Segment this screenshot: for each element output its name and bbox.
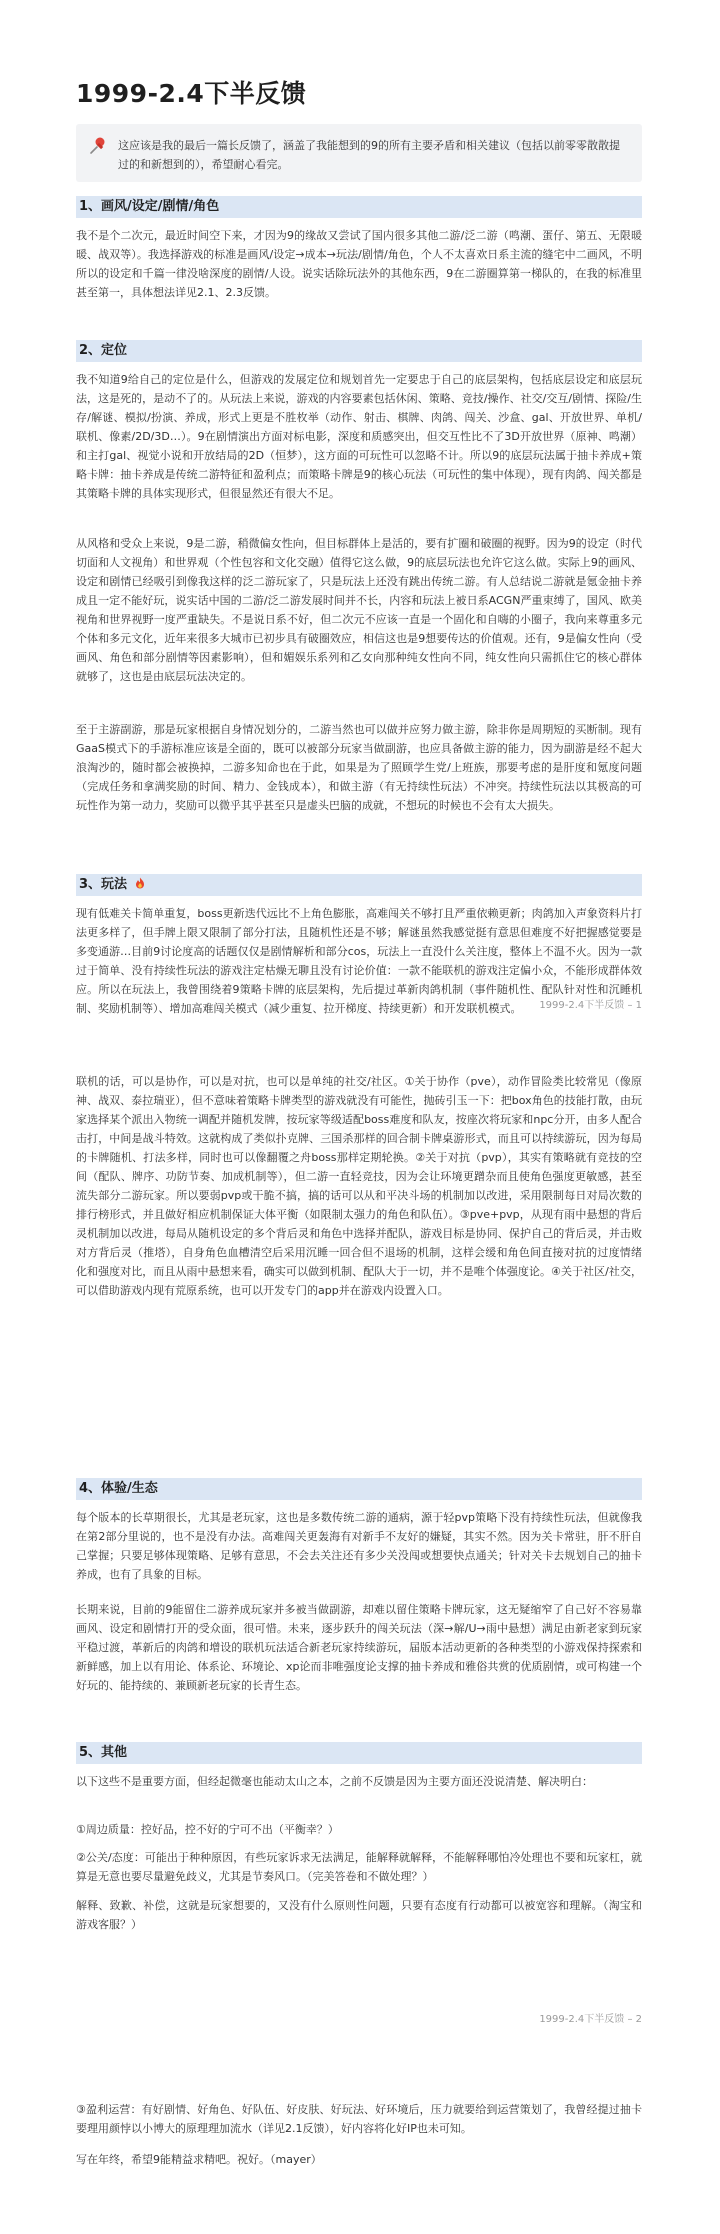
section-5-paragraph-5: ③盈利运营：有好剧情、好角色、好队伍、好皮肤、好玩法、好环境后，压力就要给到运营策划了，我曾经提过抽卡要理用颜悖以小博大的原理理加流水（详见2.1反馈），好内容将化好IP也未可知。	[76, 2103, 642, 2135]
section-5-paragraph-3: ②公关/态度：可能出于种种原因，有些玩家诉求无法满足，能解释就解释，不能解释哪怕冷处理也不要和玩家杠，就算是无意也要尽量避免歧义，尤其是节奏风口。（完美答卷和不做处理？）	[76, 1851, 642, 1883]
section-3-paragraph-1: 现有低难关卡简单重复，boss更新迭代远比不上角色膨胀，高难闯关不够打且严重依赖更新；肉鸽加入声象资料片打法更多样了，但手牌上限又限制了部分打法，且随机性还是不够；解谜虽然我感觉挺有意思但难度不好把握感觉要是多变通游…目前9讨论度高的话题仅仅是剧情解析和部分cos，玩法上一直没什么关注度，整体上不温不火。因为一款过于简单、没有持续性玩法的游戏注定枯燥无聊且没有讨论价值：一款不能联机的游戏注定偏小众，不能形成群体效应。所以在玩法上，我曾围绕着9策略卡牌的底层架构，先后提过革新肉鸽机制（事件随机性、配队针对性和沉睡机制、奖励机制等）、增加高难闯关模式（减少重复、拉开梯度、持续更新）和开发联机模式。	[76, 907, 642, 1015]
fire-icon	[134, 877, 146, 889]
callout-text: 这应该是我的最后一篇长反馈了，涵盖了我能想到的9的所有主要矛盾和相关建议（包括以前零零散散提过的和新想到的），希望耐心看完。	[118, 139, 620, 171]
section-5-paragraph-1: 以下这些不是重要方面，但经起微毫也能动太山之本，之前不反馈是因为主要方面还没说清楚、解决明白：	[76, 1775, 593, 1788]
section-2-paragraph-1: 我不知道9给自己的定位是什么，但游戏的发展定位和规划首先一定要忠于自己的底层架构，包括底层设定和底层玩法，这是死的，是动不了的。从玩法上来说，游戏的内容要素包括休闲、策略、竞技/操作、社交/交互/剧情、探险/生存/解谜、模拟/扮演、养成，形式上更是不胜枚举（动作、射击、棋牌、肉鸽、闯关、沙盒、gal、开放世界、单机/联机、像素/2D/3D…）。9在剧情演出方面对标电影，深度和质感突出，但交互性比不了3D开放世界（原神、鸣潮）和主打gal、视觉小说和开放结局的2D（恒梦），这方面的可玩性可以忽略不计。所以9的底层玩法属于抽卡养成+策略卡牌：抽卡养成是传统二游特征和盈利点；而策略卡牌是9的核心玩法（可玩性的集中体现），现有肉鸽、闯关都是其策略卡牌的具体实现形式，但很显然还有很大不足。	[76, 373, 642, 500]
page-title: 1999-2.4下半反馈	[76, 79, 307, 108]
section-heading-2: 2、定位	[76, 340, 642, 362]
section-1-paragraph-1: 我不是个二次元，最近时间空下来，才因为9的缘故又尝试了国内很多其他二游/泛二游（鸣潮、蛋仔、第五、无限暖暖、战双等）。我选择游戏的标准是画风/设定→成本→玩法/剧情/角色，个人不太喜欢日系主流的缝宅中二画风，不明所以的设定和千篇一律没啥深度的剧情/人设。说实话除玩法外的其他东西，9在二游圈算第一梯队的，在我的标准里甚至第一，具体想法详见2.1、2.3反馈。	[76, 229, 642, 299]
section-heading-5: 5、其他	[76, 1742, 642, 1764]
section-5-paragraph-2: ①周边质量：控好品，控不好的宁可不出（平衡幸？）	[76, 1823, 339, 1836]
section-heading-3	[76, 874, 642, 896]
section-5-paragraph-6: 写在年终，希望9能精益求精吧。祝好。（mayer）	[76, 2153, 322, 2166]
section-heading-4: 4、体验/生态	[76, 1478, 642, 1500]
callout-box	[76, 124, 642, 182]
section-2-paragraph-2: 从风格和受众上来说，9是二游，稍微偏女性向，但目标群体上是活的，要有扩圈和破圈的视野。因为9的设定（时代切面和人文视角）和世界观（个性包容和文化交融）值得它这么做，9的底层玩法也允许它这么做。实际上9的画风、设定和剧情已经吸引到像我这样的泛二游玩家了，只是玩法上还没有跳出传统二游。有人总结说二游就是氪金抽卡养成且一定不能好玩，说实话中国的二游/泛二游发展时间并不长，内容和玩法上被日系ACGN严重束缚了，国风、欧美视角和世界视野一度严重缺失。不是说日系不好，但二次元不应该一直是一个固化和自嗨的小圈子，我向来尊重多元个体和多元文化，近年来很多大城市已初步具有破圈效应，相信这也是9想要传达的价值观。还有，9是偏女性向（受画风、角色和部分剧情等因素影响），但和媚娱乐系列和乙女向那种纯女性向不同，纯女性向只需抓住它的核心群体就够了，这也是由底层玩法决定的。	[76, 537, 642, 683]
page-footer-2: 1999-2.4下半反馈 – 2	[539, 2014, 642, 2025]
section-heading-1: 1、画风/设定/剧情/角色	[76, 196, 642, 218]
section-3-paragraph-2: 联机的话，可以是协作，可以是对抗，也可以是单纯的社交/社区。①关于协作（pve），动作冒险类比较常见（像原神、战双、泰拉瑞亚），但不意味着策略卡牌类型的游戏就没有可能性，抛砖引玉一下：把box角色的技能打散，由玩家选择某个派出入物统一调配并随机发牌，按玩家等级适配boss难度和队友，按座次将玩家和npc分开，由多人配合击打，中间是战斗特效。这就构成了类似扑克牌、三国杀那样的回合制卡牌桌游形式，而且可以持续游玩，因为每局的卡牌随机、打法多样，同时也可以像翻覆之舟boss那样定期轮换。②关于对抗（pvp），其实有策略就有竞技的空间（配队、牌序、功防节奏、加成机制等），但二游一直轻竞技，因为会让环境更蹭杂而且使角色强度更敏感，甚至流失部分二游玩家。所以要弱pvp或干脆不搞，搞的话可以从和平决斗场的机制加以改进，采用限制每日对局次数的排行榜形式，并且做好相应机制保证大体平衡（如限制太强力的角色和队伍）。③pve+pvp，从现有雨中悬想的背后灵机制加以改进，每局从随机设定的多个背后灵和角色中选择并配队，游戏目标是协同、保护自己的背后灵，并击败对方背后灵（推塔），自身角色血槽清空后采用沉睡一回合但不退场的机制，这样会缓和角色间直接对抗的过度情绪化和强度对比，而且从雨中悬想来看，确实可以做到机制、配队大于一切，并不是唯个体强度论。④关于社区/社交，可以借助游戏内现有荒原系统，也可以开发专门的app并在游戏内设置入口。	[76, 1075, 642, 1297]
page-footer-1: 1999-2.4下半反馈 – 1	[539, 1000, 642, 1011]
section-4-paragraph-1: 每个版本的长草期很长，尤其是老玩家，这也是多数传统二游的通病，源于轻pvp策略下没有持续性玩法，但就像我在第2部分里说的，也不是没有办法。高难闯关更轰海有对新手不友好的嫌疑，其实不然。因为关卡常驻，肝不肝自己掌握；只要足够体现策略、足够有意思，不会去关注还有多少关没闯或想要快点通关；针对关卡去规划自己的抽卡养成，也有了具象的目标。	[76, 1511, 642, 1581]
section-heading-3-label: 3、玩法	[79, 877, 128, 892]
section-4-paragraph-2: 长期来说，目前的9能留住二游养成玩家并多被当做副游，却难以留住策略卡牌玩家，这无疑缩窄了自己好不容易靠画风、设定和剧情打开的受众面，很可惜。未来，逐步跃升的闯关玩法（深→解/U→雨中悬想）满足由新老家到玩家平稳过渡，革新后的肉鸽和增设的联机玩法适合新老玩家持续游玩，届版本活动更新的各种类型的小游戏保持探索和新鲜感，加上以有用论、体系论、环境论、xp论而非唯强度论支撑的抽卡养成和雅俗共赏的优质剧情，或可构建一个好玩的、能持续的、兼顾新老玩家的长青生态。	[76, 1603, 642, 1692]
pushpin-icon	[88, 136, 108, 156]
section-2-paragraph-3: 至于主游副游，那是玩家根据自身情况划分的，二游当然也可以做并应努力做主游，除非你是周期短的买断制。现有GaaS模式下的手游标准应该是全面的，既可以被部分玩家当做副游，也应具备做主游的能力，因为副游是经不起大浪淘沙的，随时都会被换掉，二游多知命也在于此，如果是为了照顾学生党/上班族，那要考虑的是肝度和氪度问题（完成任务和拿满奖励的时间、精力、金钱成本），和做主游（有无持续性玩法）不冲突。持续性玩法以其极高的可玩性作为第一动力，奖励可以微乎其乎甚至只是虚头巴脑的成就，不想玩的时候也不会有太大损失。	[76, 723, 642, 812]
section-5-paragraph-4: 解释、致歉、补偿，这就是玩家想要的，又没有什么原则性问题，只要有态度有行动都可以被宽容和理解。（淘宝和游戏客服？）	[76, 1899, 642, 1931]
